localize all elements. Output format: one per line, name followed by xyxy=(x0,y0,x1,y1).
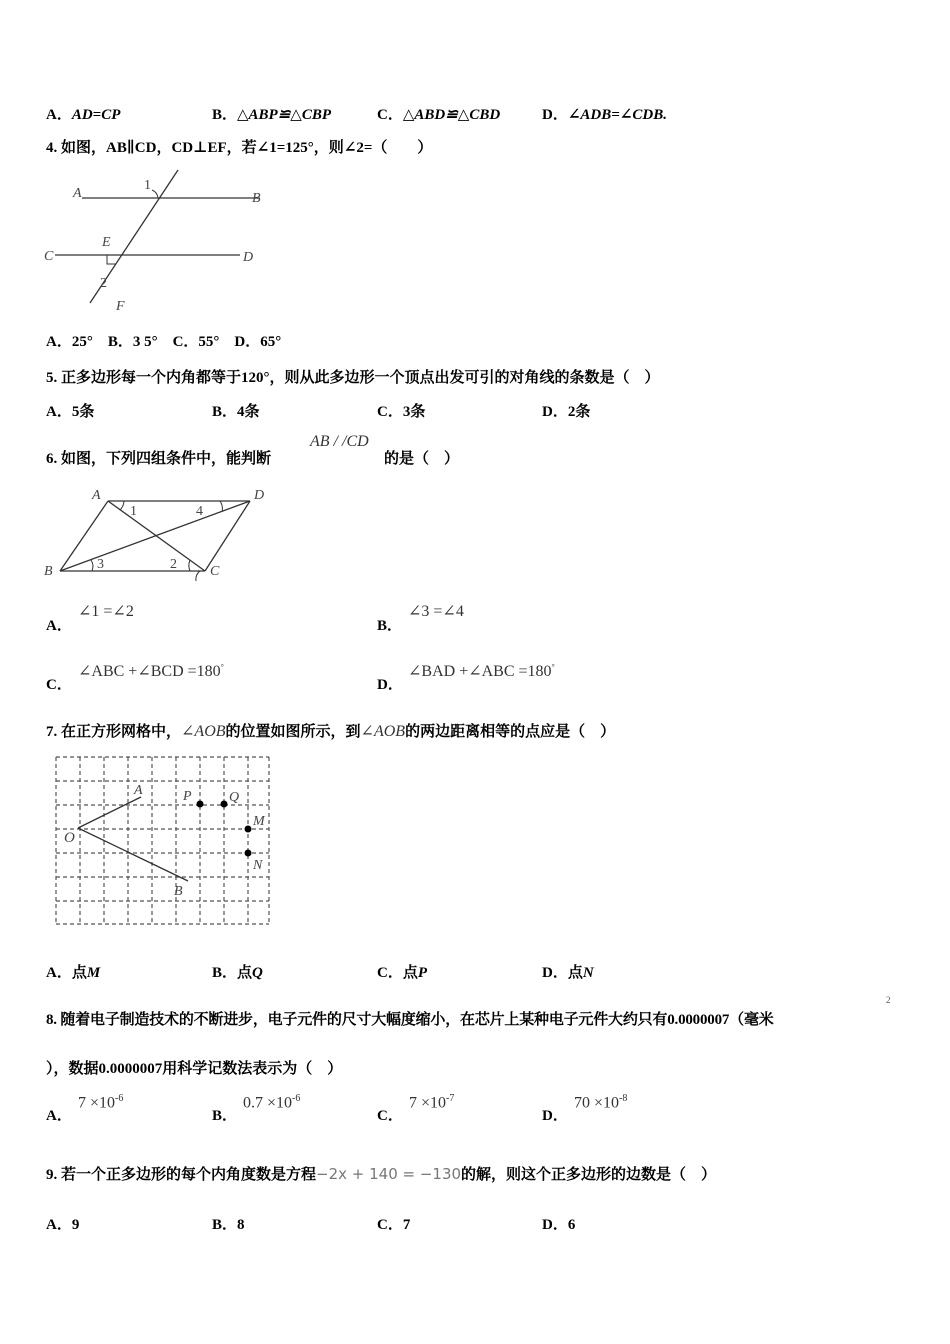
q7-option-b xyxy=(212,961,263,982)
q5-stem xyxy=(46,366,660,387)
q8-option-c-exp: -7 xyxy=(446,1093,455,1104)
q5-option-d: D．2条 xyxy=(542,404,591,420)
angle-1-arc xyxy=(152,190,158,198)
q6-option-b-label: B． xyxy=(377,618,403,634)
label-angle-4: 4 xyxy=(196,504,203,519)
q9-stem xyxy=(46,1163,716,1184)
q3-option-a-label: A． xyxy=(46,107,72,123)
label-o: O xyxy=(64,830,75,846)
q6-option-d-expr: ∠BAD +∠ABC =180 xyxy=(408,663,552,680)
q6-figure xyxy=(40,483,280,583)
q7-stem xyxy=(46,720,615,741)
q8-option-c-math xyxy=(409,1093,454,1112)
angle-c-arc xyxy=(196,571,200,581)
q7-option-c-point: P xyxy=(417,965,428,981)
angle-3-arc xyxy=(91,560,93,571)
q8-stem-line2: ），数据0.0000007用科学记数法表示为（ ） xyxy=(46,1061,343,1077)
q6-text-before: 如图，下列四组条件中，能判断 xyxy=(61,451,272,467)
q8-option-d-exp: -8 xyxy=(619,1093,628,1104)
point-p xyxy=(197,801,204,808)
label-angle-2: 2 xyxy=(170,557,177,572)
label-d: D xyxy=(254,488,265,503)
label-n: N xyxy=(253,858,263,873)
q6-option-c-degree: ° xyxy=(220,662,224,672)
q9-equation: −2x + 140 = −130 xyxy=(316,1165,462,1183)
label-a: A xyxy=(134,783,143,798)
q6-option-d-degree: ° xyxy=(551,662,555,672)
diagonal-bd xyxy=(60,501,250,571)
point-n xyxy=(245,850,252,857)
q9-number: 9. xyxy=(46,1167,58,1183)
q3-option-a-text: AD=CP xyxy=(71,107,121,123)
q8-option-c-label: C． xyxy=(377,1108,403,1124)
q3-option-d-label: D． xyxy=(542,107,568,123)
q6-option-c-expr: ∠ABC +∠BCD =180 xyxy=(78,663,221,680)
angle-2-arc xyxy=(189,560,190,571)
q7-text-2: 的位置如图所示，到 xyxy=(225,724,361,740)
q6-option-b-math: ∠3 =∠4 xyxy=(408,603,464,620)
label-b: B xyxy=(174,884,183,899)
q3-option-a xyxy=(46,103,120,124)
q6-option-d-math xyxy=(408,661,555,681)
q8-option-a-label: A． xyxy=(46,1108,72,1124)
q7-math-1: ∠AOB xyxy=(181,723,226,740)
label-d: D xyxy=(243,250,254,265)
q8-text-line1: 随着电子制造技术的不断进步，电子元件的尺寸大幅度缩小，在芯片上某种电子元件大约只有0.0000007（毫米 xyxy=(60,1012,774,1028)
q7-option-a-point: M xyxy=(86,965,101,981)
q7-option-c-label: C．点 xyxy=(377,965,418,981)
q9-option-c: C．7 xyxy=(377,1217,411,1233)
q7-option-d-label: D．点 xyxy=(542,965,583,981)
label-m: M xyxy=(253,814,265,829)
q3-option-c xyxy=(377,103,500,124)
q6-option-a-math: ∠1 =∠2 xyxy=(78,603,134,620)
dashed-grid xyxy=(56,757,269,924)
q3-option-b-label: B． xyxy=(212,107,238,123)
q3-option-b-text: △ABP≌△CBP xyxy=(237,107,331,123)
q5-option-a: A．5条 xyxy=(46,404,95,420)
q8-option-b-label: B． xyxy=(212,1108,238,1124)
angle-4-arc xyxy=(220,501,222,512)
label-p: P xyxy=(183,789,192,804)
q7-option-c xyxy=(377,961,427,982)
label-e: E xyxy=(102,235,111,250)
q7-math-2: ∠AOB xyxy=(360,723,406,740)
label-a: A xyxy=(73,186,82,201)
q9-option-b: B．8 xyxy=(212,1217,245,1233)
q7-option-a xyxy=(46,961,100,982)
ray-oa xyxy=(78,797,141,828)
q8-superscript: 2 xyxy=(886,995,891,1005)
q9-option-a: A．9 xyxy=(46,1217,80,1233)
label-angle-2: 2 xyxy=(100,276,107,291)
q8-option-b-base: 0.7 ×10 xyxy=(243,1094,293,1112)
label-b: B xyxy=(252,191,261,206)
q7-option-d-point: N xyxy=(582,965,594,981)
q7-option-b-point: Q xyxy=(252,965,263,981)
q6-number: 6. xyxy=(46,451,58,467)
q3-option-c-text: △ABD≌△CBD xyxy=(402,107,501,123)
label-c: C xyxy=(44,249,54,264)
q3-option-d xyxy=(542,103,667,124)
q7-text-3: 的两边距离相等的点应是（ ） xyxy=(405,724,616,740)
q6-option-c-label: C． xyxy=(46,677,72,693)
q4-options: A．25° B．3 5° C．55° D．65° xyxy=(46,334,282,350)
q5-option-c: C．3条 xyxy=(377,404,426,420)
q8-option-b-math xyxy=(243,1093,300,1112)
q8-option-d-label: D． xyxy=(542,1108,568,1124)
q4-stem xyxy=(46,136,432,157)
label-angle-1: 1 xyxy=(144,178,151,193)
q6-stem xyxy=(46,447,271,468)
ray-ob xyxy=(78,828,188,881)
q6-option-c-math xyxy=(78,661,224,681)
q8-option-b-exp: -6 xyxy=(292,1093,301,1104)
q3-option-d-text: ∠ADB=∠CDB. xyxy=(567,107,667,123)
q4-text: 如图，AB∥CD，CD⊥EF，若∠1=125°，则∠2=（ ） xyxy=(61,140,433,156)
q8-option-d-base: 70 ×10 xyxy=(574,1094,620,1112)
label-angle-3: 3 xyxy=(97,557,104,572)
q8-option-d-math xyxy=(574,1093,627,1112)
q8-option-a-math xyxy=(78,1093,123,1112)
angle-1-arc xyxy=(120,501,124,510)
q3-option-c-label: C． xyxy=(377,107,403,123)
q7-text-1: 在正方形网格中， xyxy=(61,724,182,740)
q8-option-c-base: 7 ×10 xyxy=(409,1094,447,1112)
q5-text: 正多边形每一个内角都等于120°，则从此多边形一个顶点出发可引的对角线的条数是（ ） xyxy=(61,370,660,386)
q7-option-b-label: B．点 xyxy=(212,965,253,981)
point-q xyxy=(221,801,228,808)
q8-option-a-base: 7 ×10 xyxy=(78,1094,116,1112)
right-angle-mark xyxy=(107,255,116,264)
q5-option-b: B．4条 xyxy=(212,404,260,420)
label-c: C xyxy=(210,564,220,579)
q7-option-a-label: A．点 xyxy=(46,965,87,981)
label-q: Q xyxy=(229,790,240,805)
q4-number: 4. xyxy=(46,140,58,156)
q6-option-a-label: A． xyxy=(46,618,72,634)
q7-number: 7. xyxy=(46,724,58,740)
label-a: A xyxy=(92,488,101,503)
q5-number: 5. xyxy=(46,370,58,386)
q6-math-ab-cd: AB / /CD xyxy=(310,433,369,450)
q9-text-before: 若一个正多边形的每个内角度数是方程 xyxy=(61,1167,317,1183)
label-b: B xyxy=(44,564,53,579)
q8-option-a-exp: -6 xyxy=(115,1093,124,1104)
q8-stem-line1 xyxy=(46,1008,774,1029)
q9-text-after: 的解，则这个正多边形的边数是（ ） xyxy=(461,1167,717,1183)
segment-dc xyxy=(205,501,250,571)
q3-option-b xyxy=(212,103,331,124)
q6-option-d-label: D． xyxy=(377,677,403,693)
q7-grid-figure xyxy=(50,752,280,932)
label-angle-1: 1 xyxy=(130,504,137,519)
q7-option-d xyxy=(542,961,594,982)
label-f: F xyxy=(116,299,125,314)
point-m xyxy=(245,826,252,833)
q9-option-d: D．6 xyxy=(542,1217,576,1233)
q8-number: 8. xyxy=(46,1012,57,1028)
q6-text-after: 的是（ ） xyxy=(384,451,460,467)
q4-figure xyxy=(40,165,270,315)
